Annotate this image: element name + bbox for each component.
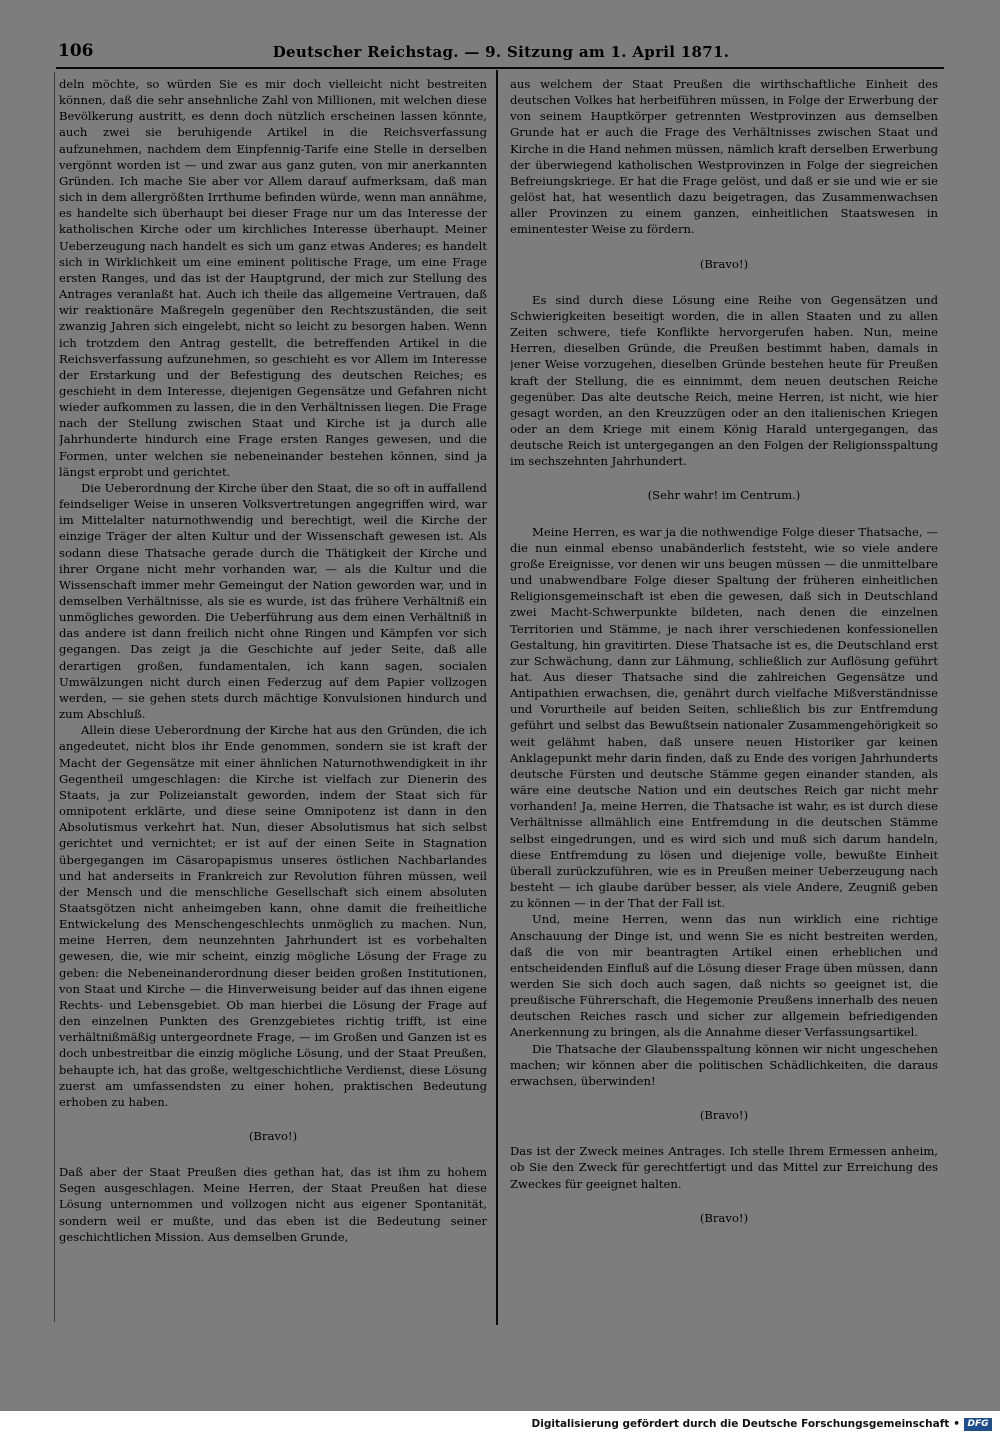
interjection-bravo: (Bravo!)	[699, 1108, 749, 1123]
right-column	[510, 76, 938, 1316]
left-edge-line	[54, 72, 55, 1322]
left-paragraph-2: Die Ueberordnung der Kirche über den Staat, die so oft in auffallend feindseliger Weise in unseren Volksvertretungen angegriffen wird, war im Mittelalter naturnothwendig und berechtigt, weil die Kirche der einzige Träger der alten Kultur und der Wissenschaft gewesen ist. Als sodann diese Thatsache gerade durch die Thätigkeit der Kirche und ihrer Organe nicht mehr vorhanden war, — als die Kultur und die Wissenschaft immer mehr Gemeingut der Nation geworden war, und in demselben Verhältnisse, als sie es wurde, ist das frühere Verhältniß ein unmögliches geworden. Die Ueberführung aus dem einen Verhältniß in das andere ist dann freilich nicht ohne Ringen und Kämpfen vor sich gegangen. Das zeigt ja die Geschichte auf jeder Seite, daß alle derartigen großen, fundamentalen, ich kann sagen, socialen Umwälzungen nicht durch einen Federzug auf dem Papier vollzogen werden, — sie gehen stets durch mächtige Konvulsionen hindurch und zum Abschluß.	[59, 480, 487, 722]
interjection-sehr-wahr: (Sehr wahr! im Centrum.)	[647, 488, 801, 503]
left-paragraph-1: deln möchte, so würden Sie es mir doch vielleicht nicht bestreiten können, daß die sehr ansehnliche Zahl von Millionen, mit welchen diese Bevölkerung austritt, es denn doch nützlich erscheinen lassen könnte, auch zwei sie beruhigende Artikel in die Reichsverfassung aufzunehmen, nachdem dem Einpfennig-Tarife eine Stelle in derselben vergönnt worden ist — und zwar aus ganz guten, von mir anerkannten Gründen. Ich mache Sie aber vor Allem darauf aufmerksam, daß man sich in dem allergrößten Irrthume befinden würde, wenn man annähme, es handelte sich überhaupt bei dieser Frage nur um das Interesse der katholischen Kirche oder um kirchliches Interesse überhaupt. Meiner Ueberzeugung nach handelt es sich um ganz etwas Anderes; es handelt sich in Wirklichkeit um eine eminent politische Frage, um eine Frage ersten Ranges, und das ist der Hauptgrund, der mich zur Stellung des Antrages veranlaßt hat. Auch ich theile das allgemeine Vertrauen, daß wir reaktionäre Maßregeln gegenüber den Rechtszuständen, die seit zwanzig Jahren sich eingelebt, nicht so leicht zu besorgen haben. Wenn ich trotzdem den Antrag gestellt, die betreffenden Artikel in die Reichsverfassung aufzunehmen, so geschieht es vor Allem im Interesse der Erstarkung und der Befestigung des deutschen Reiches; es geschieht in dem Interesse, diejenigen Gegensätze und Gefahren nicht wieder aufkommen zu lassen, die in den Verhältnissen liegen. Die Frage nach der Stellung zwischen Staat und Kirche ist ja durch alle Jahrhunderte hindurch eine Frage ersten Ranges gewesen, und die Formen, unter welchen sie nebeneinander bestehen können, sind ja längst erprobt und gerichtet.	[59, 77, 487, 479]
header-rule	[56, 67, 944, 69]
page-header	[52, 41, 950, 67]
right-paragraph-6: Das ist der Zweck meines Antrages. Ich stelle Ihrem Ermessen anheim, ob Sie den Zweck für gerechtfertigt und das Mittel zur Erreichung des Zweckes für geeignet halten.	[510, 1144, 938, 1191]
right-paragraph-4: Und, meine Herren, wenn das nun wirklich eine richtige Anschauung der Dinge ist, und wenn Sie es nicht bestreiten werden, daß die von mir beantragten Artikel einen erheblichen und entscheidenden Einfluß auf die Lösung dieser Frage üben müssen, dann werden Sie sich doch auch sagen, daß nichts so geeignet ist, die preußische Führerschaft, die Hegemonie Preußens innerhalb des neuen deutschen Reiches rasch und sicher zur allgemein befriedigenden Anerkennung zu bringen, als die Annahme dieser Verfassungsartikel.	[510, 912, 938, 1040]
right-paragraph-5: Die Thatsache der Glaubensspaltung können wir nicht ungeschehen machen; wir können aber die politischen Schädlichkeiten, die daraus erwachsen, überwinden!	[510, 1041, 938, 1088]
left-paragraph-4: Daß aber der Staat Preußen dies gethan hat, das ist ihm zu hohem Segen ausgeschlagen. Meine Herren, der Staat Preußen hat diese Lösung unternommen und vollzogen nicht aus eigener Spontanität, sondern weil er mußte, und das eben ist die Bedeutung seiner geschichtlichen Mission. Aus demselben Grunde,	[59, 1165, 487, 1244]
footer-separator: •	[953, 1418, 960, 1430]
right-paragraph-1: aus welchem der Staat Preußen die wirthschaftliche Einheit des deutschen Volkes hat herbeiführen müssen, in Folge der Erwerbung der von seinem Hauptkörper getrennten Westprovinzen aus demselben Grunde hat er auch die Frage des Verhältnisses zwischen Staat und Kirche in die Hand nehmen müssen, nämlich kraft derselben Erwerbung der überwiegend katholischen Westprovinzen in Folge der siegreichen Befreiungskriege. Er hat die Frage gelöst, und daß er sie und wie er sie gelöst hat, hat wesentlich dazu beigetragen, das Zusammenwachsen aller Provinzen zu einem ganzen, einheitlichen Staatswesen in eminentester Weise zu fördern.	[510, 77, 938, 237]
interjection-bravo: (Bravo!)	[699, 256, 749, 271]
right-paragraph-2: Es sind durch diese Lösung eine Reihe von Gegensätzen und Schwierigkeiten beseitigt worden, die in allen Staaten und zu allen Zeiten schwere, tiefe Konflikte hervorgerufen haben. Nun, meine Herren, dieselben Gründe, die Preußen bestimmt haben, damals in jener Weise vorzugehen, dieselben Gründe bestehen heute für Preußen kraft der Stellung, die es einnimmt, dem neuen deutschen Reiche gegenüber. Das alte deutsche Reich, meine Herren, ist nicht, wie hier gesagt worden, an den Kreuzzügen oder an den italienischen Kriegen oder an dem Kriege mit einem König Harald untergegangen, das deutsche Reich ist untergegangen an den Folgen der Religionsspaltung im sechszehnten Jahrhundert.	[510, 292, 938, 469]
interjection-bravo: (Bravo!)	[699, 1210, 749, 1225]
page-number: 106	[58, 41, 94, 61]
digitization-footer	[532, 1416, 992, 1432]
interjection-bravo: (Bravo!)	[248, 1129, 298, 1143]
left-column	[59, 76, 487, 1316]
left-paragraph-3: Allein diese Ueberordnung der Kirche hat aus den Gründen, die ich angedeutet, nicht blos ihr Ende genommen, sondern sie ist kraft der Macht der Gegensätze mit einer ähnlichen Naturnothwendigkeit in ihr Gegentheil umgeschlagen: die Kirche ist vielfach zur Dienerin des Staats, ja zur Polizeianstalt geworden, indem der Staat sich für omnipotent erklärte, und diese seine Omnipotenz ist dann in den Absolutismus verkehrt hat. Nun, dieser Absolutismus hat sich selbst gerichtet und vernichtet; er ist auf der einen Seite in Stagnation übergegangen im Cäsaropapismus unseres östlichen Nachbarlandes und hat anderseits in Frankreich zur Revolution führen müssen, weil der Mensch und die menschliche Gesellschaft sich einem absoluten Staatsgötzen nicht anheimgeben kann, ohne damit die freiheitliche Entwickelung des Menschengeschlechts unmöglich zu machen. Nun, meine Herren, dem neunzehnten Jahrhundert ist es vorbehalten gewesen, die, wie mir scheint, einzig mögliche Lösung der Frage zu geben: die Nebeneinanderordnung dieser beiden großen Institutionen, von Staat und Kirche — die Hinverweisung beider auf das ihnen eigene Rechts- und Lebensgebiet. Ob man hierbei die Lösung der Frage auf den einzelnen Punkten des Grenzgebietes richtig trifft, ist eine verhältnißmäßig untergeordnete Frage, — im Großen und Ganzen ist es doch unbestreitbar die einzig mögliche Lösung, und der Staat Preußen, behaupte ich, hat das große, weltgeschichtliche Verdienst, diese Lösung zuerst am umfassendsten zu einer hohen, praktischen Bedeutung erhoben zu haben.	[59, 723, 487, 1109]
column-divider	[496, 70, 498, 1325]
right-paragraph-3: Meine Herren, es war ja die nothwendige Folge dieser Thatsache, — die nun einmal ebenso unabänderlich feststeht, wie so viele andere große Ereignisse, vor denen wir uns beugen müssen — die unmittelbare und unabwendbare Folge dieser Spaltung der früheren einheitlichen Religionsgemeinschaft ist eben die gewesen, daß sich in Deutschland zwei Macht-Schwerpunkte bildeten, nach denen die einzelnen Territorien und Stämme, je nach ihrer verschiedenen konfessionellen Gestaltung, hin gravitirten. Diese Thatsache ist es, die Deutschland erst zur Schwächung, dann zur Lähmung, schließlich zur Auflösung geführt hat. Aus dieser Thatsache sind die zahlreichen Gegensätze und Antipathien erwachsen, die, genährt durch vielfache Mißverständnisse und Vorurtheile auf beiden Seiten, schließlich bis zur Entfremdung geführt und selbst das Bewußtsein nationaler Zusammengehörigkeit so weit gelähmt haben, daß unsere neuen Historiker gar keinen Anklagepunkt mehr darin finden, daß zu Ende des vorigen Jahrhunderts deutsche Fürsten und deutsche Stämme gegen einander standen, als wäre eine deutsche Nation und ein deutsches Reich gar nicht mehr vorhanden! Ja, meine Herren, die Thatsache ist wahr, es ist durch diese Verhältnisse allmählich eine Entfremdung in die deutschen Stämme selbst eingedrungen, und es wird sich und muß sich darum handeln, diese Entfremdung zu lösen und diejenige volle, bewußte Einheit überall zurückzuführen, wie es in Preußen meiner Ueberzeugung nach besteht — ich glaube darüber besser, als viele Andere, Zeugniß geben zu können — in der That der Fall ist.	[510, 524, 938, 911]
footer-credit-text: Digitalisierung gefördert durch die Deutsche Forschungsgemeinschaft	[531, 1418, 950, 1430]
running-title: Deutscher Reichstag. — 9. Sitzung am 1. April 1871.	[272, 43, 730, 61]
dfg-logo-icon: DFG	[964, 1418, 992, 1431]
